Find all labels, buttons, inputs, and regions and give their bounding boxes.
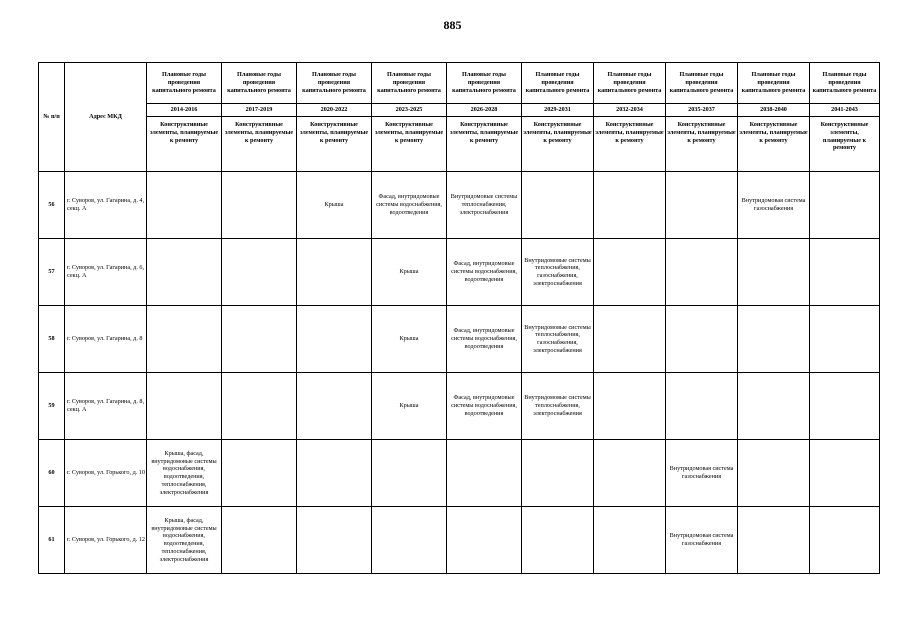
- table-row: [39, 440, 880, 507]
- repair-elements-cell: [594, 373, 666, 440]
- repair-elements-cell: [222, 306, 297, 373]
- header-period: 2026-2028: [447, 104, 522, 117]
- repair-elements-cell: Внутридомовые системы теплоснабжения, газоснабжения, электроснабжения: [522, 306, 594, 373]
- repair-elements-cell: [810, 373, 880, 440]
- repair-elements-cell: [594, 440, 666, 507]
- header-elements-label: Конструктивные элементы, планируемые к ремонту: [522, 117, 594, 172]
- header-year-title: Плановые годы проведения капитального ремонта: [447, 63, 522, 104]
- header-year-title: Плановые годы проведения капитального ремонта: [522, 63, 594, 104]
- repair-elements-cell: Внутридомовые системы теплоснабжения, электроснабжения: [522, 373, 594, 440]
- header-elements-label: Конструктивные элементы, планируемые к ремонту: [594, 117, 666, 172]
- repair-elements-cell: Внутридомовые системы теплоснабжения, электроснабжения: [447, 172, 522, 239]
- header-period: 2029-2031: [522, 104, 594, 117]
- header-year-title: Плановые годы проведения капитального ремонта: [147, 63, 222, 104]
- header-year-title: Плановые годы проведения капитального ремонта: [810, 63, 880, 104]
- repair-elements-cell: [222, 172, 297, 239]
- row-address: г. Суворов, ул. Гагарина, д. 4, секц. А: [65, 172, 147, 239]
- header-period: 2017-2019: [222, 104, 297, 117]
- repair-elements-cell: [372, 507, 447, 574]
- repair-elements-cell: [810, 306, 880, 373]
- repair-elements-cell: Фасад, внутридомовые системы водоснабжения, водоотведения: [447, 306, 522, 373]
- row-address: г. Суворов, ул. Гагарина, д. 8: [65, 306, 147, 373]
- header-elements-label: Конструктивные элементы, планируемые к ремонту: [297, 117, 372, 172]
- header-period: 2038-2040: [738, 104, 810, 117]
- repair-elements-cell: [594, 507, 666, 574]
- repair-elements-cell: [222, 507, 297, 574]
- repair-elements-cell: [738, 306, 810, 373]
- header-address: Адрес МКД: [65, 63, 147, 172]
- repair-elements-cell: [666, 306, 738, 373]
- header-period: 2032-2034: [594, 104, 666, 117]
- table-row: [39, 172, 880, 239]
- repair-elements-cell: Внутридомовая система газоснабжения: [738, 172, 810, 239]
- repair-elements-cell: [297, 373, 372, 440]
- header-num: № п/п: [39, 63, 65, 172]
- repair-elements-cell: [147, 306, 222, 373]
- repair-elements-cell: [666, 239, 738, 306]
- table-row: [39, 507, 880, 574]
- header-year-title: Плановые годы проведения капитального ремонта: [738, 63, 810, 104]
- repair-elements-cell: [147, 239, 222, 306]
- repair-elements-cell: [594, 239, 666, 306]
- repair-elements-cell: Фасад, внутридомовые системы водоснабжения, водоотведения: [372, 172, 447, 239]
- repair-elements-cell: [147, 373, 222, 440]
- repair-elements-cell: [810, 239, 880, 306]
- repair-elements-cell: [297, 306, 372, 373]
- header-year-title: Плановые годы проведения капитального ремонта: [666, 63, 738, 104]
- row-number: 58: [39, 306, 65, 373]
- header-period: 2023-2025: [372, 104, 447, 117]
- repair-elements-cell: Крыша, фасад, внутридомовые системы водоснабжения, водоотведения, теплоснабжения, электроснабжения: [147, 440, 222, 507]
- repair-elements-cell: [222, 373, 297, 440]
- repair-elements-cell: Крыша: [372, 306, 447, 373]
- table-row: [39, 239, 880, 306]
- header-period: 2014-2016: [147, 104, 222, 117]
- repair-elements-cell: [666, 172, 738, 239]
- repair-elements-cell: [522, 440, 594, 507]
- repair-elements-cell: Внутридомовые системы теплоснабжения, газоснабжения, электроснабжения: [522, 239, 594, 306]
- row-number: 59: [39, 373, 65, 440]
- repair-elements-cell: Крыша: [372, 239, 447, 306]
- row-number: 61: [39, 507, 65, 574]
- row-number: 56: [39, 172, 65, 239]
- capital-repair-table: [38, 62, 880, 574]
- page-number: 885: [443, 18, 462, 32]
- header-period: 2035-2037: [666, 104, 738, 117]
- header-year-title: Плановые годы проведения капитального ремонта: [222, 63, 297, 104]
- header-elements-label: Конструктивные элементы, планируемые к ремонту: [447, 117, 522, 172]
- header-elements-label: Конструктивные элементы, планируемые к ремонту: [666, 117, 738, 172]
- repair-elements-cell: [522, 507, 594, 574]
- repair-elements-cell: [810, 507, 880, 574]
- repair-elements-cell: Фасад, внутридомовые системы водоснабжения, водоотведения: [447, 373, 522, 440]
- repair-elements-cell: [666, 373, 738, 440]
- row-number: 57: [39, 239, 65, 306]
- repair-elements-cell: Крыша, фасад, внутридомовые системы водоснабжения, водоотведения, теплоснабжения, электроснабжения: [147, 507, 222, 574]
- repair-elements-cell: [447, 507, 522, 574]
- repair-elements-cell: Внутридомовая система газоснабжения: [666, 440, 738, 507]
- repair-elements-cell: [297, 440, 372, 507]
- repair-elements-cell: [810, 440, 880, 507]
- header-elements-label: Конструктивные элементы, планируемые к ремонту: [810, 117, 880, 172]
- table-row: [39, 373, 880, 440]
- repair-elements-cell: [738, 507, 810, 574]
- repair-elements-cell: [147, 172, 222, 239]
- header-year-title: Плановые годы проведения капитального ремонта: [297, 63, 372, 104]
- repair-elements-cell: [447, 440, 522, 507]
- header-year-title: Плановые годы проведения капитального ремонта: [594, 63, 666, 104]
- repair-elements-cell: [372, 440, 447, 507]
- repair-elements-cell: [810, 172, 880, 239]
- row-address: г. Суворов, ул. Горького, д. 12: [65, 507, 147, 574]
- repair-elements-cell: Фасад, внутридомовые системы водоснабжения, водоотведения: [447, 239, 522, 306]
- row-number: 60: [39, 440, 65, 507]
- repair-elements-cell: [594, 306, 666, 373]
- repair-elements-cell: Крыша: [297, 172, 372, 239]
- header-elements-label: Конструктивные элементы, планируемые к ремонту: [222, 117, 297, 172]
- row-address: г. Суворов, ул. Гагарина, д. 8, секц. А: [65, 373, 147, 440]
- repair-elements-cell: [522, 172, 594, 239]
- row-address: г. Суворов, ул. Горького, д. 10: [65, 440, 147, 507]
- header-elements-label: Конструктивные элементы, планируемые к ремонту: [738, 117, 810, 172]
- repair-elements-cell: [738, 440, 810, 507]
- header-elements-label: Конструктивные элементы, планируемые к ремонту: [372, 117, 447, 172]
- repair-elements-cell: [297, 239, 372, 306]
- header-period: 2020-2022: [297, 104, 372, 117]
- repair-elements-cell: [297, 507, 372, 574]
- repair-elements-cell: [222, 239, 297, 306]
- repair-elements-cell: Внутридомовая система газоснабжения: [666, 507, 738, 574]
- table-row: [39, 306, 880, 373]
- repair-elements-cell: [594, 172, 666, 239]
- repair-elements-cell: [738, 373, 810, 440]
- repair-elements-cell: Крыша: [372, 373, 447, 440]
- header-year-title: Плановые годы проведения капитального ремонта: [372, 63, 447, 104]
- repair-elements-cell: [222, 440, 297, 507]
- header-elements-label: Конструктивные элементы, планируемые к ремонту: [147, 117, 222, 172]
- header-period: 2041-2043: [810, 104, 880, 117]
- row-address: г. Суворов, ул. Гагарина, д. 6, секц. А: [65, 239, 147, 306]
- repair-elements-cell: [738, 239, 810, 306]
